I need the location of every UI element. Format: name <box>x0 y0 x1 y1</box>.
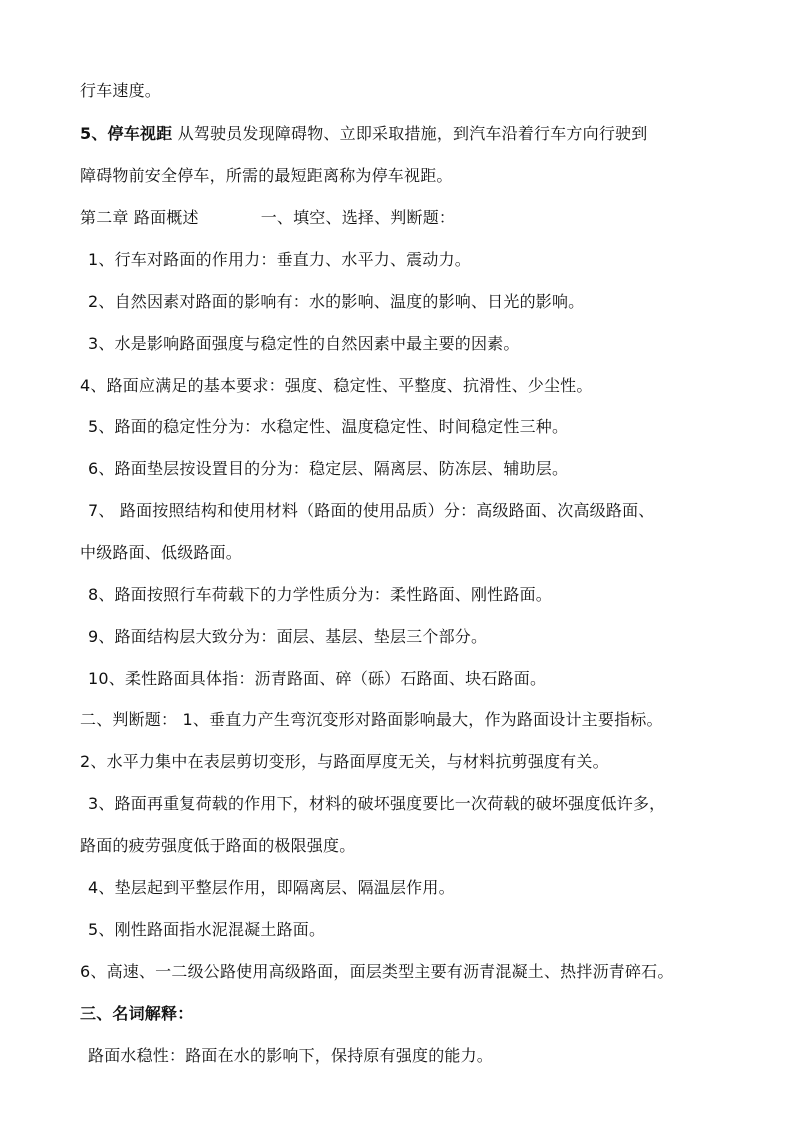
definition-text: 从驾驶员发现障碍物、立即采取措施，到汽车沿着行车方向行驶到 <box>172 124 648 143</box>
list-item: 5、刚性路面指水泥混凝土路面。 <box>88 920 326 939</box>
chapter-title: 第二章 路面概述 <box>80 208 199 227</box>
chapter-line <box>80 208 455 228</box>
list-item: 3、水是影响路面强度与稳定性的自然因素中最主要的因素。 <box>88 334 520 353</box>
text-line: 障碍物前安全停车，所需的最短距离称为停车视距。 <box>80 166 453 185</box>
list-item: 10、柔性路面具体指：沥青路面、碎（砾）石路面、块石路面。 <box>88 669 547 688</box>
text-line: 路面的疲劳强度低于路面的极限强度。 <box>80 836 356 855</box>
list-item: 8、路面按照行车荷载下的力学性质分为：柔性路面、刚性路面。 <box>88 585 552 604</box>
list-item: 7、 路面按照结构和使用材料（路面的使用品质）分：高级路面、次高级路面、 <box>88 501 655 520</box>
term-heading: 5、停车视距 <box>80 124 173 143</box>
section-title: 一、填空、选择、判断题： <box>260 208 456 227</box>
list-item: 4、路面应满足的基本要求：强度、稳定性、平整度、抗滑性、少尘性。 <box>80 376 593 395</box>
text-line: 行车速度。 <box>80 81 162 100</box>
text-line: 中级路面、低级路面。 <box>80 543 243 562</box>
definition-line <box>80 124 647 144</box>
list-item: 9、路面结构层大致分为：面层、基层、垫层三个部分。 <box>88 627 488 646</box>
list-item: 6、高速、一二级公路使用高级路面，面层类型主要有沥青混凝土、热拌沥青碎石。 <box>80 962 674 981</box>
list-item: 2、水平力集中在表层剪切变形，与路面厚度无关，与材料抗剪强度有关。 <box>80 752 609 771</box>
list-item: 4、垫层起到平整层作用，即隔离层、隔温层作用。 <box>88 878 455 897</box>
section-heading: 三、名词解释： <box>80 1004 194 1023</box>
list-item: 3、路面再重复荷载的作用下，材料的破坏强度要比一次荷载的破坏强度低许多， <box>88 794 666 813</box>
list-item: 6、路面垫层按设置目的分为：稳定层、隔离层、防冻层、辅助层。 <box>88 459 569 478</box>
list-item: 5、路面的稳定性分为：水稳定性、温度稳定性、时间稳定性三种。 <box>88 417 569 436</box>
list-item: 二、判断题： 1、垂直力产生弯沉变形对路面影响最大，作为路面设计主要指标。 <box>80 710 663 729</box>
list-item: 2、自然因素对路面的影响有：水的影响、温度的影响、日光的影响。 <box>88 292 585 311</box>
list-item: 1、行车对路面的作用力：垂直力、水平力、震动力。 <box>88 250 471 269</box>
definition-line: 路面水稳性：路面在水的影响下，保持原有强度的能力。 <box>88 1046 494 1065</box>
